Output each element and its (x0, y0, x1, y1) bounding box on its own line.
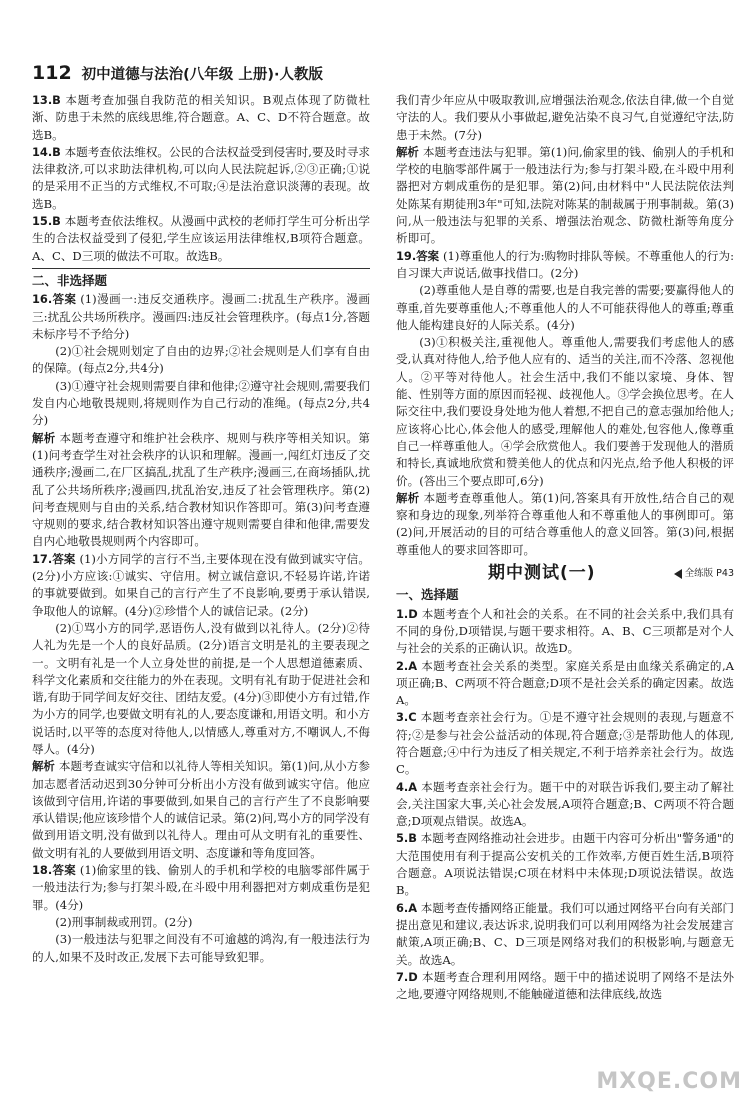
analysis-paragraph: 解析 本题考查违法与犯罪。第(1)问,偷家里的钱、偷别人的手机和学校的电脑零部件属于一般违法行为;参与打架斗殴,在斗殴中用利器把对方刺成重伤的是犯罪。第(2)问,由材料中"人民法院依法判处陈某有期徒刑3年"可知,法院对陈某的制裁属于刑事制裁。第(3)问,从一般违法与犯罪的关系、增强法治观念、防微杜渐等角度分析即可。 (396, 144, 734, 246)
divider (32, 268, 370, 269)
answer-paragraph: (2)①骂小方的同学,恶语伤人,没有做到以礼待人。(2分)②待人礼为先是一个人的良好品质。(2分)语言文明是礼的主要表现之一。文明有礼是一个人立身处世的前提,是一个人思想道德素质、科学文化素质和交往能力的外在表现。文明有礼有助于促进社会和谐,有助于同学间友好交往、团结友爱。(4分)③即使小方有过错,作为小方的同学,也要做文明有礼的人,要态度谦和,用语文明。和小方说话时,以平等的态度对待他人,以情感人,尊重对方,不嘲讽人,不侮辱人。(4分) (32, 620, 370, 756)
answer-paragraph: (2)刑事制裁或刑罚。(2分) (55, 914, 193, 929)
answer-paragraph: (3)一般违法与犯罪之间没有不可逾越的鸿沟,有一般违法行为的人,如果不及时改正,发展下去可能导致犯罪。 (32, 932, 370, 964)
answer-item: 16.答案 (1)漫画一:违反交通秩序。漫画二:扰乱生产秩序。漫画三:扰乱公共场所秩序。漫画四:违反社会管理秩序。(每点1分,答题未标序号不予给分) (32, 292, 370, 341)
answer-item: 1.D 本题考查个人和社会的关系。在不同的社会关系中,我们具有不同的身份,D项错误,与题干要求相符。A、B、C三项都是对个人与社会的关系的正确认识。故选D。 (396, 606, 735, 656)
answer-item: 7.D 本题考查合理利用网络。题干中的描述说明了网络不是法外之地,要遵守网络规则,不能触碰道德和法律底线,故选 (396, 969, 734, 1002)
page-number: 112 (32, 62, 72, 84)
page-header (32, 62, 323, 84)
answer-paragraph: (3)①遵守社会规则需要自律和他律;②遵守社会规则,需要我们发自内心地敬畏规则,将规则作为自己行动的准绳。(每点2分,共4分) (32, 378, 370, 428)
analysis-paragraph: 解析 本题考查尊重他人。第(1)问,答案具有开放性,结合自己的观察和身边的现象,列举符合尊重他人和不尊重他人的事例即可。第(2)问,开展活动的目的可结合尊重他人的意义回答。第(3)问,根据尊重他人的要求回答即可。 (396, 490, 734, 557)
answer-paragraph: (2)①社会规则划定了自由的边界;②社会规则是人们享有自由的保障。(每点2分,共4分) (32, 344, 370, 376)
answer-paragraph: 我们青少年应从中吸取教训,应增强法治观念,依法自律,做一个自觉守法的人。我们要从小事做起,避免沾染不良习气,自觉遵纪守法,防患于未然。(7分) (396, 93, 734, 142)
answer-item: 6.A 本题考查传播网络正能量。我们可以通过网络平台向有关部门提出意见和建议,表达诉求,说明我们可以利用网络为社会发展建言献策,A项正确;B、C、D三项是网络对我们的积极影响,与题意无关。故选A。 (396, 900, 734, 967)
answer-paragraph: (2)尊重他人是自尊的需要,也是自我完善的需要;要赢得他人的尊重,首先要尊重他人;不尊重他人的人不可能获得他人的尊重;尊重他人能构建良好的人际关系。(4分) (396, 283, 734, 332)
answer-paragraph: (3)①积极关注,重视他人。尊重他人,需要我们考虑他人的感受,认真对待他人,给予他人应有的、适当的关注,而不冷落、忽视他人。②平等对待他人。社会生活中,我们不能以家境、身体、智能、性别等方面的原因而轻视、歧视他人。③学会换位思考。在人际交往中,我们要设身处地为他人着想,不把自己的意志强加给他人;应该将心比心,体会他人的感受,理解他人的难处,包容他人,像尊重自己一样尊重他人。④学会欣赏他人。我们要善于发现他人的潜质和特长,真诚地欣赏和赞美他人的优点和闪光点,给予他人积极的评价。(答出三个要点即可,6分) (396, 335, 734, 488)
answer-item: 15.B 本题考查依法维权。从漫画中武校的老师打学生可分析出学生的合法权益受到了侵犯,学生应该运用法律维权,B项符合题意。A、C、D三项的做法不可取。故选B。 (32, 214, 370, 263)
answer-item: 18.答案 (1)偷家里的钱、偷别人的手机和学校的电脑零部件属于一般违法行为;参与打架斗殴,在斗殴中用利器把对方刺成重伤是犯罪。(4分) (32, 863, 370, 912)
section-title: 一、选择题 (396, 587, 459, 603)
answer-item: 3.C 本题考查亲社会行为。①是不遵守社会规则的表现,与题意不符;②是参与社会公益活动的体现,符合题意;③是帮助他人的体现,符合题意;④中行为违反了相关规定,不利于培养亲社会行为。故选C。 (396, 710, 735, 777)
triangle-pointer-icon (674, 569, 682, 579)
answer-item: 5.B 本题考查网络推动社会进步。由题干内容可分析出"警务通"的大范围使用有利于提高公安机关的工作效率,方便百姓生活,B项符合题意。A项说法错误;C项在材料中未体现;D项说法错误。故选B。 (396, 831, 734, 898)
analysis-paragraph: 解析 本题考查诚实守信和以礼待人等相关知识。第(1)问,从小方参加志愿者活动迟到30分钟可分析出小方没有做到诚实守信。他应该做到守信用,许诺的事要做到,如果自己的言行产生了不良影响要承认错误;他应该珍惜个人的诚信记录。第(2)问,骂小方的同学没有做到用语文明,没有做到以礼待人。理由可从文明有礼的重要性、做文明有礼的人要做到用语文明、态度谦和等角度回答。 (32, 759, 370, 860)
answer-item: 14.B 本题考查依法维权。公民的合法权益受到侵害时,要及时寻求法律救济,可以求助法律机构,可以向人民法院起诉,②③正确;①说的是采用不正当的方式维权,不可取;④是法治意识淡薄的表现。故选B。 (32, 144, 371, 211)
answer-item: 2.A 本题考查社会关系的类型。家庭关系是由血缘关系确定的,A项正确;B、C两项不符合题意;D项不是社会关系的确定因素。故选A。 (396, 658, 734, 708)
watermark: MXQE.COM (596, 1069, 742, 1094)
analysis-paragraph: 解析 本题考查遵守和维护社会秩序、规则与秩序等相关知识。第(1)问考查学生对社会秩序的认识和理解。漫画一,闯红灯违反了交通秩序;漫画二,在厂区搞乱,扰乱了生产秩序;漫画三,在商场插队,扰乱了公共场所秩序;漫画四,扰乱治安,违反了社会管理秩序。第(2)问考查规则与自由的关系,结合教材知识作答即可。第(3)问考查遵守规则的要求,结合教材知识答出遵守规则需要自律和他律,需要发自内心地敬畏规则两个内容即可。 (32, 430, 370, 549)
exam-reference: 全练版 P43 (674, 565, 734, 582)
book-title: 初中道德与法治(八年级 上册)·人教版 (81, 67, 323, 83)
answer-item: 13.B 本题考查加强自我防范的相关知识。B观点体现了防微杜渐、防患于未然的底线思维,符合题意。A、C、D不符合题意。故选B。 (32, 93, 370, 142)
section-title: 二、非选择题 (32, 272, 108, 288)
left-column (32, 92, 370, 966)
exam-title: 期中测试(一) (488, 563, 596, 584)
answer-item: 19.答案 (1)尊重他人的行为:购物时排队等候。不尊重他人的行为:自习课大声说话,做事找借口。(2分) (396, 248, 734, 280)
exam-heading (396, 565, 734, 582)
answer-item: 4.A 本题考查亲社会行为。题干中的对联告诉我们,要主动了解社会,关注国家大事,关心社会发展,A项符合题意;B、C两项不符合题意;D项观点错误。故选A。 (396, 779, 735, 829)
right-column (396, 92, 734, 1003)
answer-item: 17.答案 (1)小方同学的言行不当,主要体现在没有做到诚实守信。(2分)小方应该:①诚实、守信用。树立诚信意识,不轻易许诺,许诺的事就要做到。如果自己的言行产生了不良影响,要勇于承认错误,争取他人的谅解。(4分)②珍惜个人的诚信记录。(2分) (32, 551, 370, 618)
